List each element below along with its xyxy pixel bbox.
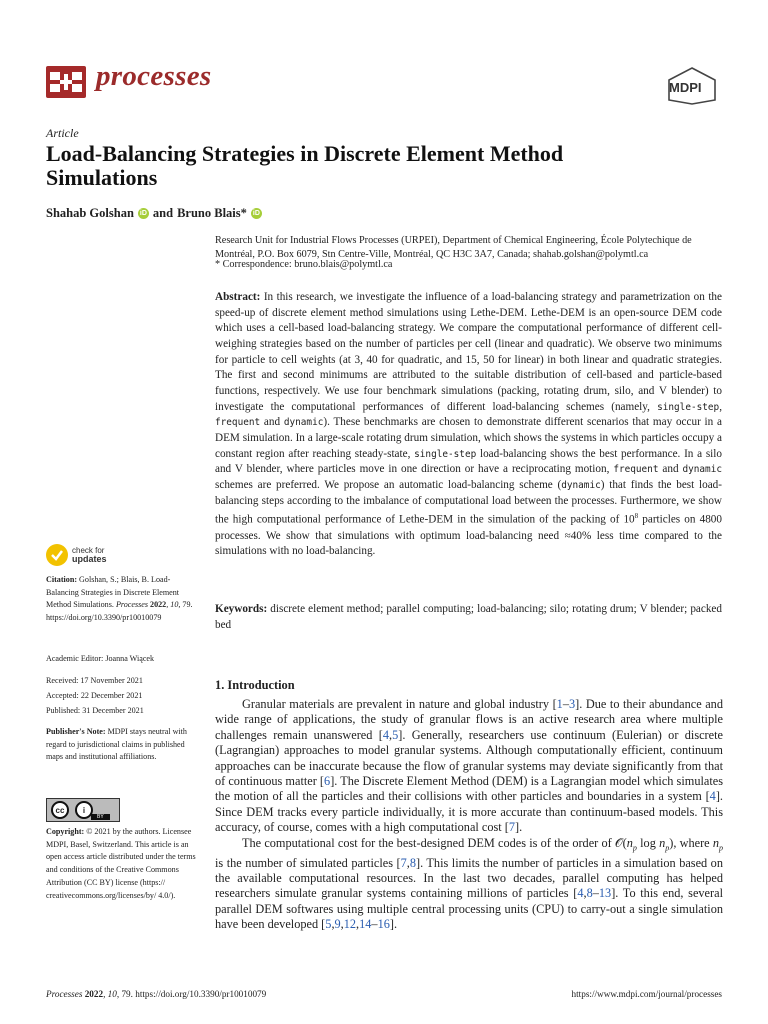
- correspondence: * Correspondence: bruno.blais@polymtl.ca: [215, 259, 393, 270]
- article-type: Article: [46, 126, 79, 140]
- published-date: Published: 31 December 2021: [46, 706, 144, 715]
- reference-link[interactable]: 5: [392, 727, 399, 742]
- check-updates-icon: [46, 544, 68, 566]
- author-list: [46, 206, 262, 221]
- reference-link[interactable]: 8: [586, 886, 593, 901]
- reference-link[interactable]: 4: [382, 727, 389, 742]
- reference-link[interactable]: 7: [508, 820, 516, 835]
- reference-link[interactable]: 13: [598, 886, 612, 901]
- citation: Citation: Golshan, S.; Blais, B. Load-Balancing Strategies in Discrete Element Method Simulations. Processes 2022, 10, 79. https://doi.org/10.3390/pr10010079: [46, 575, 193, 623]
- paragraph: The computational cost for the best-designed DEM codes is of the order of $𝒪(n_p$ $\log n_p$), where $n_p$ is the number of simulated particles [7,8]. This limits the number of particles in a simulation based on the available computational resources. In the last two decades, parallel computing has helped researchers simulate granular systems containing millions of particles [4,8–13]. To this end, several parallel DEM softwares using multiple central processing units (CPU) to carry-out a single simulation have been developed [5,9,12,14–16].: [215, 835, 723, 932]
- orcid-icon[interactable]: iD: [252, 210, 260, 217]
- reference-link[interactable]: 16: [377, 917, 390, 932]
- abstract: Abstract: In this research, we investigate the influence of a load-balancing strategy and parametrization on the speed-up of discrete element method simulations using Lethe-DEM. Lethe-DEM is an open-source DEM code which uses a cell-based load-balancing strategy. We compare the computational performance of different cell-weighing strategies based on the number of particles per cell (linear and quadratic). We observe two minimums for particle to cell weights (at 3, 40 for quadratic, and 15, 50 for linear) in both linear and quadratic strategies. The first and second minimums are attributed to the suitable distribution of cell-based and particle-based functions, respectively. We use four benchmark simulations (packing, rotating drum, silo, and V blender) to investigate the computational performances of different load-balancing schemes (namely, single-step, frequent and dynamic). These benchmarks are chosen to demonstrate different scenarios that may occur in a DEM simulation. In a large-scale rotating drum simulation, which shows the systems in which particles occupy a constant region after reaching steady-state, single-step load-balancing shows the best performance. In a silo and V blender, where particles move in one direction or have a reciprocating motion, frequent and dynamic schemes are preferred. We propose an automatic load-balancing scheme (dynamic) that finds the best load-balancing steps according to the imbalance of computational load between the processes. Furthermore, we show the high computational performance of Lethe-DEM in the simulation of the packing of $10^8$ particles on 4800 processes. We show that simulations with optimum load-balancing need ≈40% less time compared to the simulations with no load-balancing.: [215, 291, 722, 558]
- reference-link[interactable]: 4: [577, 886, 584, 901]
- academic-editor: Academic Editor: Joanna Wiącek: [46, 654, 155, 663]
- paragraph: Granular materials are prevalent in nature and global industry [1–3]. Due to their abundance and wide range of applications, the study of granular flows is an active research area where multiple challenges remain unanswered [4,5]. Generally, researchers use continuum (Eulerian) or discrete (Lagrangian) approaches to model granular systems. Although computationally efficient, continuum approaches can be inaccurate because the flow of granular systems may deviate significantly from that of continuous matter [6]. The Discrete Element Method (DEM) is a Lagrangian model which simulates the motion of all the particles and their collisions with other particles and boundaries in a system [4]. Since DEM tracks every particle individually, it is more accurate than continuum-based models. This accuracy, of course, comes with a high computational cost [7].: [215, 697, 723, 835]
- reference-link[interactable]: 6: [324, 774, 331, 789]
- footer-citation[interactable]: Processes 2022, 10, 79. https://doi.org/10.3390/pr10010079: [46, 989, 267, 999]
- by-person-icon: i: [75, 801, 93, 819]
- cc-icon: cc: [51, 801, 69, 819]
- reference-link[interactable]: 3: [568, 697, 576, 711]
- reference-link[interactable]: 4: [709, 789, 716, 804]
- reference-link[interactable]: 12: [343, 917, 357, 932]
- section-heading: 1. Introduction: [215, 678, 295, 692]
- abstract-label: Abstract:: [215, 291, 261, 303]
- copyright: Copyright: © 2021 by the authors. Licensee MDPI, Basel, Switzerland. This article is an open access article distributed under the terms and conditions of the Creative Commons Attribution (CC BY) license (https:// creativecommons.org/licenses/by/ 4.0/).: [46, 827, 196, 900]
- body-text: [215, 697, 723, 933]
- journal-logo-icon: [46, 66, 86, 98]
- footer-journal-url[interactable]: https://www.mdpi.com/journal/processes: [571, 989, 722, 999]
- publishers-note: Publisher's Note: MDPI stays neutral with regard to jurisdictional claims in published maps and institutional affiliations.: [46, 727, 187, 762]
- publisher-logo-text: MDPI: [669, 80, 702, 95]
- received-date: Received: 17 November 2021: [46, 676, 143, 685]
- article-title: Load-Balancing Strategies in Discrete Element Method Simulations: [46, 141, 564, 190]
- journal-name[interactable]: processes: [96, 60, 212, 92]
- author-name[interactable]: Bruno Blais*: [177, 206, 247, 220]
- check-for-updates-button[interactable]: check for updates: [46, 544, 107, 566]
- reference-link[interactable]: 14: [359, 917, 372, 932]
- reference-link[interactable]: 8: [409, 855, 416, 870]
- keywords: Keywords: discrete element method; parallel computing; load-balancing; silo; rotating drum; V blender; packed bed: [215, 603, 722, 631]
- author-join: and: [152, 206, 174, 220]
- author-name[interactable]: Shahab Golshan: [46, 206, 134, 220]
- cc-by-license-icon[interactable]: cc i BY: [46, 798, 120, 822]
- reference-link[interactable]: 5: [325, 917, 332, 932]
- reference-link[interactable]: 1: [556, 697, 563, 711]
- affiliation: Research Unit for Industrial Flows Processes (URPEI), Department of Chemical Engineering, École Polytechique de Montréal, P.O. Box 6079, Stn Centre-Ville, Montréal, QC H3C 3A7, Canada; shahab.golshan@polymtl.ca: [215, 235, 692, 260]
- reference-link[interactable]: 7: [400, 855, 407, 870]
- orcid-icon[interactable]: iD: [139, 210, 147, 217]
- reference-link[interactable]: 9: [334, 917, 341, 932]
- accepted-date: Accepted: 22 December 2021: [46, 691, 143, 700]
